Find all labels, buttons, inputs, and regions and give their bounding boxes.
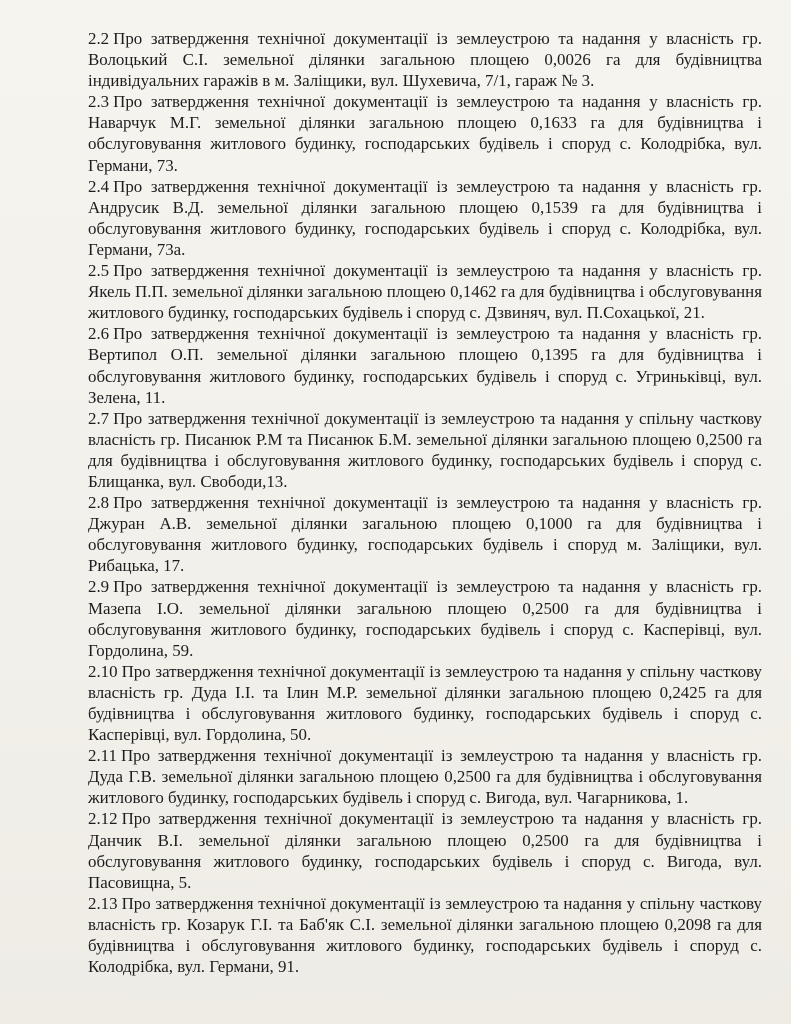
item-text: Про затвердження технічної документації із землеустрою та надання у спільну часткову власність гр. Писанюк Р.М та Писанюк Б.М. земельної ділянки загальною площею 0,2500 га для будівництва і обслуговування житлового будинку, господарських будівель і споруд с. Блищанка, вул. Свободи,13. xyxy=(88,408,762,491)
item-number: 2.10 xyxy=(88,661,118,681)
item-text: Про затвердження технічної документації із землеустрою та надання у власність гр. Якель П.П. земельної ділянки загальною площею 0,1462 га для будівництва і обслуговування житлового будинку, господарських будівель і споруд с. Дзвиняч, вул. П.Сохацької, 21. xyxy=(88,261,762,323)
decision-item-2-2 xyxy=(88,28,762,91)
item-text: Про затвердження технічної документації із землеустрою та надання у власність гр. Андрусик В.Д. земельної ділянки загальною площею 0,1539 га для будівництва і обслуговування житлового будинку, господарських будівель і споруд с. Колодрібка, вул. Германи, 73а. xyxy=(88,176,762,259)
item-text: Про затвердження технічної документації із землеустрою та надання у власність гр. Волоцький С.І. земельної ділянки загальною площею 0,0026 га для будівництва індивідуальних гаражів в м. Заліщики, вул. Шухевича, 7/1, гараж № 3. xyxy=(88,29,762,91)
item-text: Про затвердження технічної документації із землеустрою та надання у власність гр. Мазепа І.О. земельної ділянки загальною площею 0,2500 га для будівництва і обслуговування житлового будинку, господарських будівель і споруд с. Касперівці, вул. Гордолина, 59. xyxy=(88,577,762,660)
item-number: 2.8 xyxy=(88,493,110,513)
item-text: Про затвердження технічної документації із землеустрою та надання у власність гр. Данчик В.І. земельної ділянки загальною площею 0,2500 га для будівництва і обслуговування житлового будинку, господарських будівель і споруд с. Вигода, вул. Пасовищна, 5. xyxy=(88,809,762,892)
item-text: Про затвердження технічної документації із землеустрою та надання у власність гр. Вертипол О.П. земельної ділянки загальною площею 0,1395 га для будівництва і обслуговування житлового будинку, господарських будівель і споруд с. Угриньківці, вул. Зелена, 11. xyxy=(88,324,762,407)
item-text: Про затвердження технічної документації із землеустрою та надання у власність гр. Джуран А.В. земельної ділянки загальною площею 0,1000 га для будівництва і обслуговування житлового будинку, господарських будівель і споруд м. Заліщики, вул. Рибацька, 17. xyxy=(88,493,762,576)
decision-item-2-7 xyxy=(88,408,762,492)
decision-item-2-9 xyxy=(88,576,762,660)
decision-item-2-6 xyxy=(88,323,762,407)
item-number: 2.9 xyxy=(88,577,110,597)
decision-item-2-5 xyxy=(88,260,762,323)
item-number: 2.6 xyxy=(88,324,110,344)
item-number: 2.11 xyxy=(88,746,117,766)
decision-item-2-11 xyxy=(88,745,762,808)
decision-item-2-13 xyxy=(88,893,762,977)
item-number: 2.7 xyxy=(88,408,110,428)
item-number: 2.12 xyxy=(88,809,118,829)
decision-item-2-3 xyxy=(88,91,762,175)
item-number: 2.13 xyxy=(88,893,118,913)
decision-item-2-4 xyxy=(88,176,762,260)
item-text: Про затвердження технічної документації із землеустрою та надання у власність гр. Дуда Г.В. земельної ділянки загальною площею 0,2500 га для будівництва і обслуговування житлового будинку, господарських будівель і споруд с. Вигода, вул. Чагарникова, 1. xyxy=(88,746,762,808)
item-number: 2.4 xyxy=(88,176,110,196)
decision-items-list xyxy=(88,28,762,977)
item-number: 2.2 xyxy=(88,29,110,48)
item-text: Про затвердження технічної документації із землеустрою та надання у спільну часткову власність гр. Козарук Г.І. та Баб'як С.І. земельної ділянки загальною площею 0,2098 га для будівництва і обслуговування житлового будинку, господарських будівель і споруд с. Колодрібка, вул. Германи, 91. xyxy=(88,893,762,977)
decision-item-2-10 xyxy=(88,661,762,745)
item-number: 2.3 xyxy=(88,92,110,112)
decision-item-2-12 xyxy=(88,808,762,892)
item-text: Про затвердження технічної документації із землеустрою та надання у спільну часткову власність гр. Дуда І.І. та Ілин М.Р. земельної ділянки загальною площею 0,2425 га для будівництва і обслуговування житлового будинку, господарських будівель і споруд с. Касперівці, вул. Гордолина, 50. xyxy=(88,661,762,745)
item-number: 2.5 xyxy=(88,261,110,281)
item-text: Про затвердження технічної документації із землеустрою та надання у власність гр. Наварчук М.Г. земельної ділянки загальною площею 0,1633 га для будівництва і обслуговування житлового будинку, господарських будівель і споруд с. Колодрібка, вул. Германи, 73. xyxy=(88,92,762,175)
decision-item-2-8 xyxy=(88,492,762,576)
